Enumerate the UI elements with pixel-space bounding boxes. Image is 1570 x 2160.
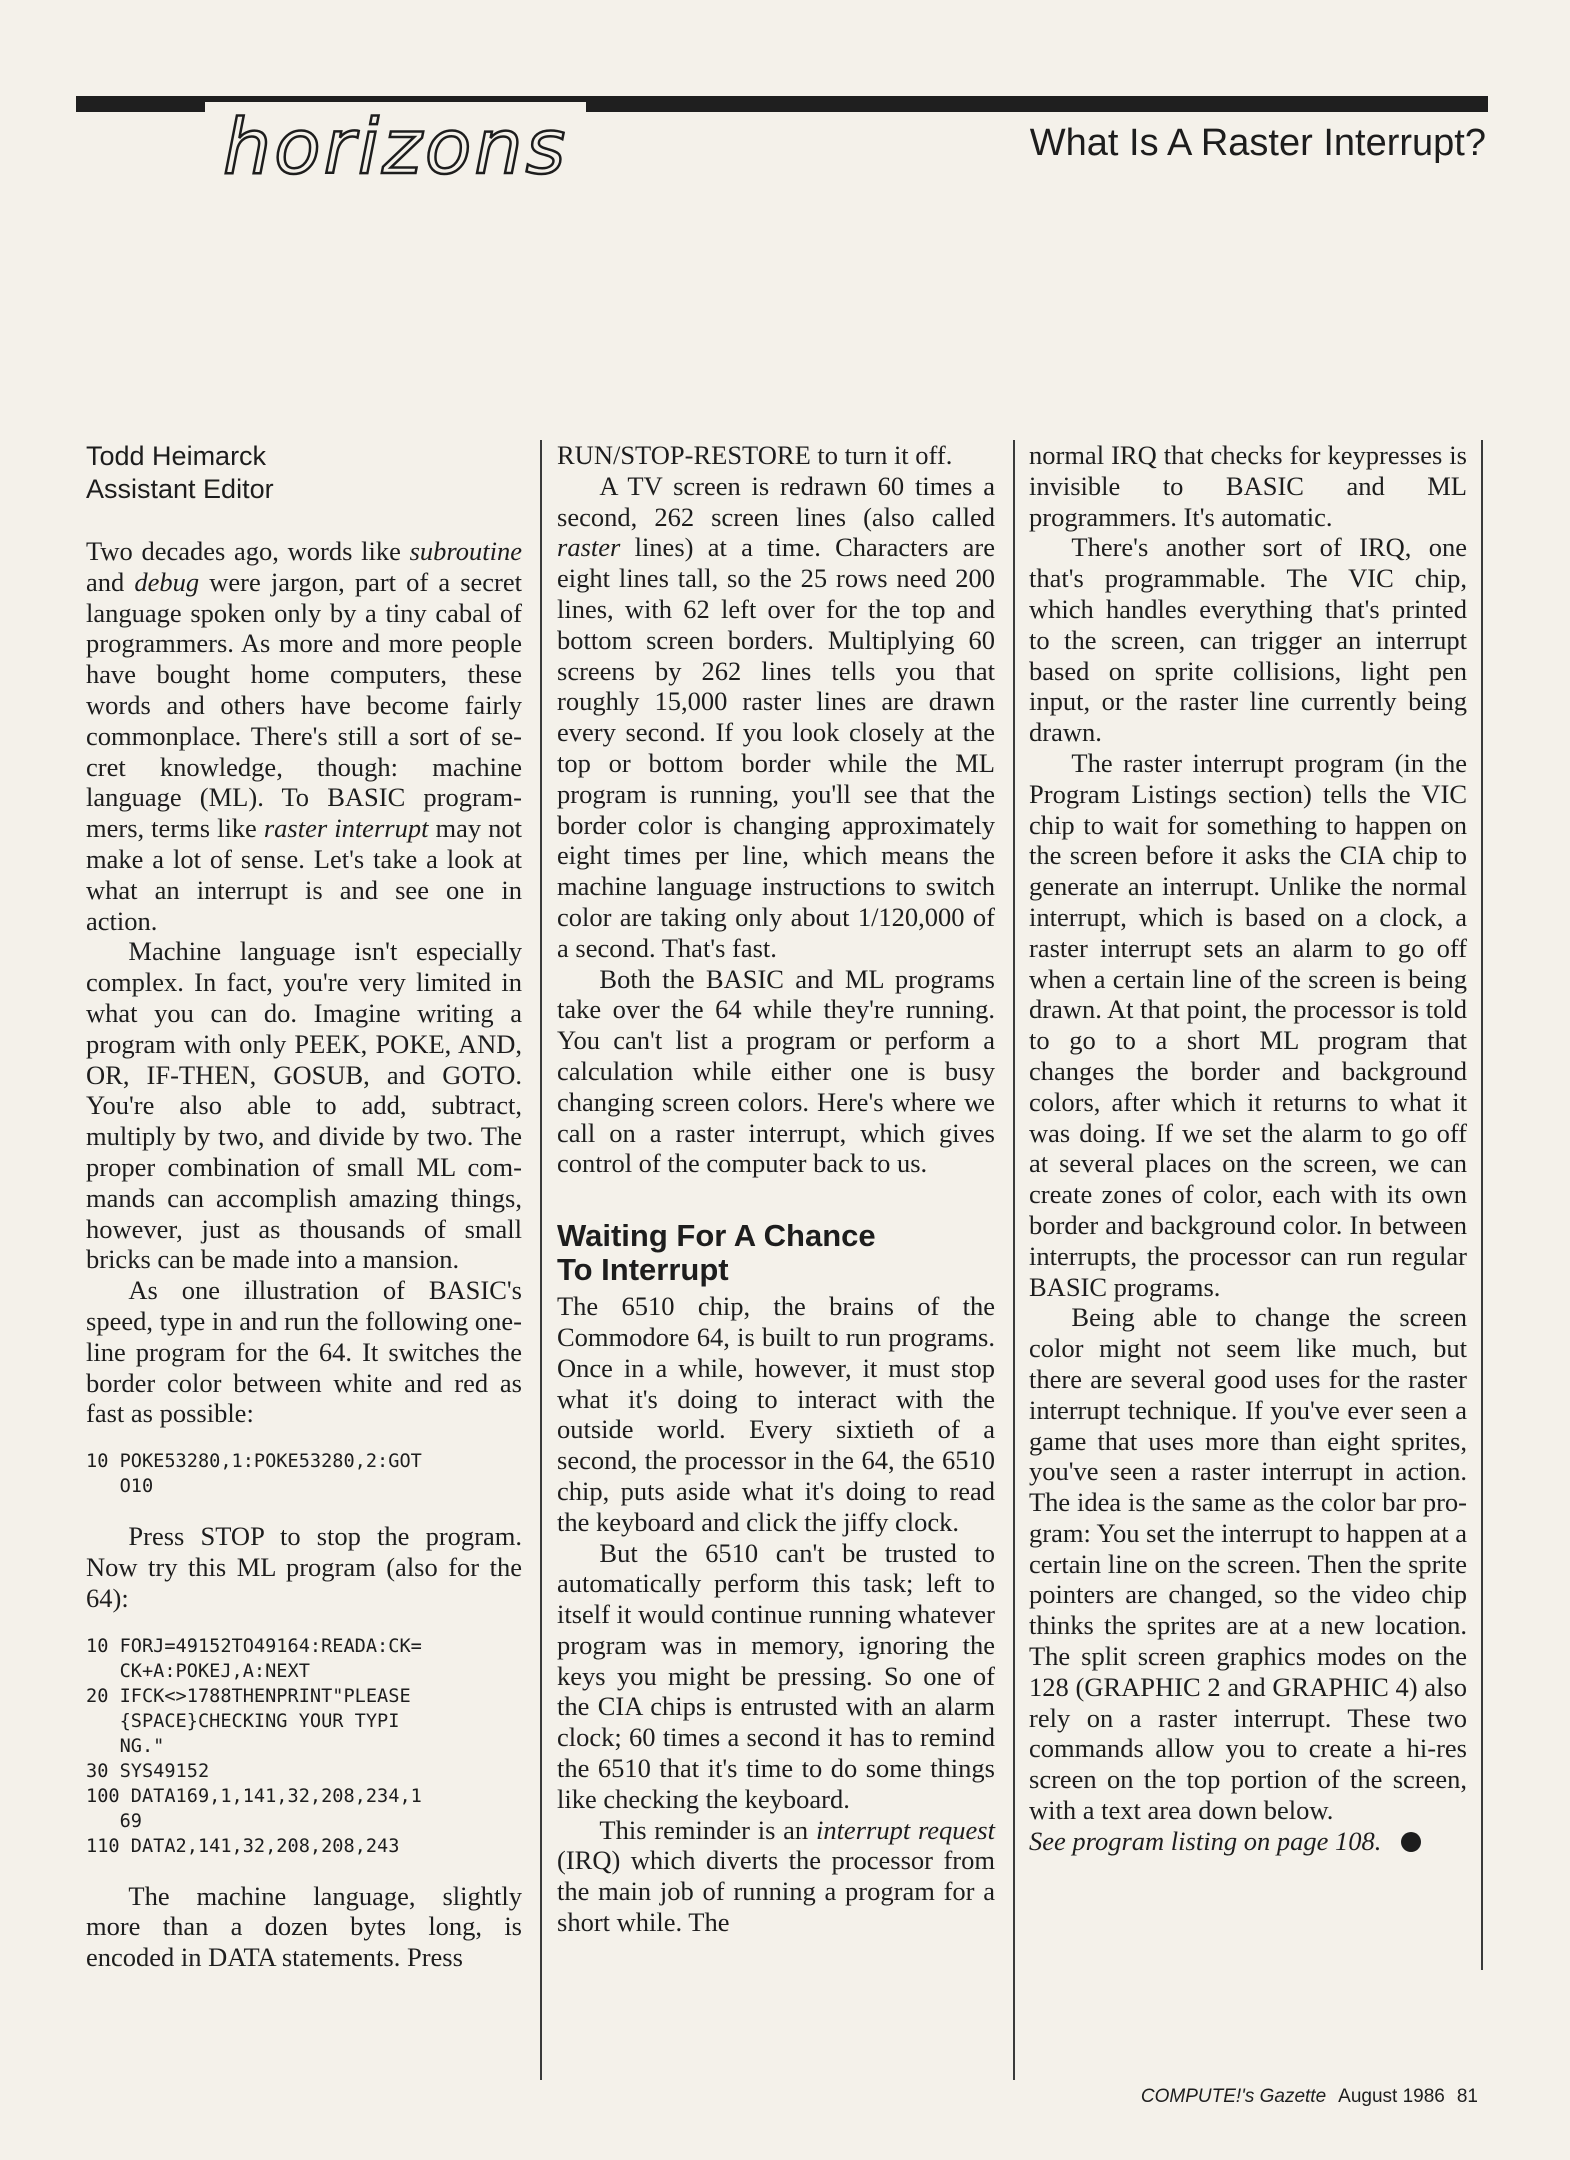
- author-role: Assistant Editor: [86, 474, 274, 504]
- paragraph: The 6510 chip, the brains of the Commodore 64, is built to run programs. Once in a while, however, it must stop what it's doing to interact with the outside world. Every sixtieth of a second, the processor in the 64, the 6510 chip, puts aside what it's doing to read the keyboard and click the jiffy clock.: [557, 1291, 995, 1537]
- code-listing-basic: 10 POKE53280,1:POKE53280,2:GOT O10: [86, 1451, 422, 1498]
- code-listing-ml: 10 FORJ=49152TO49164:READA:CK= CK+A:POKEJ,A:NEXT 20 IFCK<>1788THENPRINT"PLEASE {SPACE}CHECKING YOUR TYPI NG." 30 SYS49152 100 DATA169,1,141,32,208,234,1 69 110 DATA2,141,32,208,208,243: [86, 1635, 422, 1857]
- subheading: Waiting For A Chance To Interrupt: [557, 1218, 876, 1288]
- see-listing-note: See program listing on page 108.: [1029, 1826, 1467, 1857]
- magazine-name: COMPUTE!'s Gazette: [1140, 2086, 1327, 2107]
- article-column-1: [86, 440, 522, 1973]
- column-divider: [1013, 440, 1015, 2080]
- italic-term: subroutine: [409, 536, 522, 566]
- column-divider: [1481, 440, 1483, 1970]
- italic-term: raster interrupt: [263, 813, 429, 844]
- section-logo: horizons: [205, 102, 586, 192]
- article-column-2: [557, 440, 995, 1938]
- paragraph: normal IRQ that checks for keypresses is invisible to BASIC and ML programmers. It's automatic.: [1029, 440, 1467, 532]
- paragraph: Two decades ago, words like subroutine and debug were jargon, part of a secret language spoken only by a tiny cabal of programmers. As more and more people have bought home computers, these words and others have become fairly commonplace. There's still a sort of secret knowledge, though: machine language (ML). To BASIC programmers, terms like raster interrupt may not make a lot of sense. Let's take a look at what an interrupt is and see one in action.: [86, 536, 523, 936]
- article-column-3: [1029, 440, 1467, 1857]
- paragraph: Press STOP to stop the program. Now try this ML program (also for the 64):: [86, 1521, 522, 1613]
- paragraph: A TV screen is redrawn 60 times a second, 262 screen lines (also called raster lines) at a time. Characters are eight lines tall, so the 25 rows need 200 lines, with 62 left over for the top and bottom screen borders. Multiplying 60 screens by 262 lines tells you that roughly 15,000 raster lines are drawn every second. If you look closely at the top or bottom border while the ML program is running, you'll see that the border color is changing approximately eight times per line, which means the machine language instructions to switch color are taking only about 1/120,000 of a second. That's fast.: [557, 470, 995, 963]
- paragraph: This reminder is an interrupt request (IRQ) which diverts the processor from the main job of running a program for a short while. The: [557, 1814, 995, 1938]
- paragraph: There's another sort of IRQ, one that's programmable. The VIC chip, which handles everything that's printed to the screen, can trigger an interrupt based on sprite collisions, light pen input, or the raster line currently being drawn.: [1029, 532, 1467, 748]
- paragraph: The raster interrupt program (in the Program Listings section) tells the VIC chip to wait for something to happen on the screen before it asks the CIA chip to generate an interrupt. Unlike the normal interrupt, which is based on a clock, a raster interrupt sets an alarm to go off when a certain line of the screen is being drawn. At that point, the processor is told to go to a short ML program that changes the border and background colors, after which it returns to what it was doing. If we set the alarm to go off at several places on the screen, we can create zones of color, each with its own border and background color. In between interrupts, the processor can run regular BASIC programs.: [1029, 747, 1467, 1302]
- italic-term: raster: [557, 532, 621, 563]
- paragraph: Machine language isn't especially complex. In fact, you're very limited in what you can do. Imagine writing a program with only PEEK, POKE, AND, OR, IF-THEN, GOSUB, and GOTO. You're also able to add, subtract, multiply by two, and divide by two. The proper combination of small ML commands can accomplish amazing things, however, just as thousands of small bricks can be made into a mansion.: [86, 936, 522, 1275]
- paragraph: RUN/STOP-RESTORE to turn it off.: [557, 440, 953, 470]
- byline: [86, 440, 522, 506]
- paragraph: But the 6510 can't be trusted to automatically perform this task; left to itself it would continue running whatever program was in memory, ignoring the keys you might be pressing. So one of the CIA chips is entrusted with an alarm clock; 60 times a second it has to remind the 6510 that it's time to do some things like checking the keyboard.: [557, 1537, 995, 1814]
- page-footer: [1129, 2085, 1478, 2109]
- paragraph: The machine language, slightly more than a dozen bytes long, is encoded in DATA statements. Press: [86, 1880, 522, 1973]
- page-number: 81: [1456, 2086, 1478, 2107]
- paragraph: Both the BASIC and ML programs take over the 64 while they're running. You can't list a program or perform a calculation while either one is busy changing screen colors. Here's where we call on a raster interrupt, which gives control of the computer back to us.: [557, 963, 995, 1179]
- italic-term: interrupt request: [815, 1814, 995, 1845]
- column-divider: [540, 440, 542, 2080]
- issue-date: August 1986: [1338, 2086, 1445, 2107]
- end-of-article-icon: [1401, 1832, 1421, 1852]
- author-name: Todd Heimarck: [86, 441, 267, 471]
- paragraph: Being able to change the screen color might not seem like much, but there are several good uses for the raster interrupt technique. If you've ever seen a game that uses more than eight sprites, you've seen a raster interrupt in action. The idea is the same as the color bar program: You set the interrupt to happen at a certain line on the screen. Then the sprite pointers are changed, so the video chip thinks the sprites are at a new location. The split screen graphics modes on the 128 (GRAPHIC 2 and GRAPHIC 4) also rely on a raster interrupt. These two commands allow you to create a hi-res screen on the top portion of the screen, with a text area down below.: [1029, 1302, 1467, 1826]
- paragraph: As one illustration of BASIC's speed, type in and run the following one-line program for the 64. It switches the border color between white and red as fast as possible:: [86, 1275, 522, 1429]
- article-title: What Is A Raster Interrupt?: [1029, 122, 1486, 164]
- italic-term: debug: [134, 566, 200, 597]
